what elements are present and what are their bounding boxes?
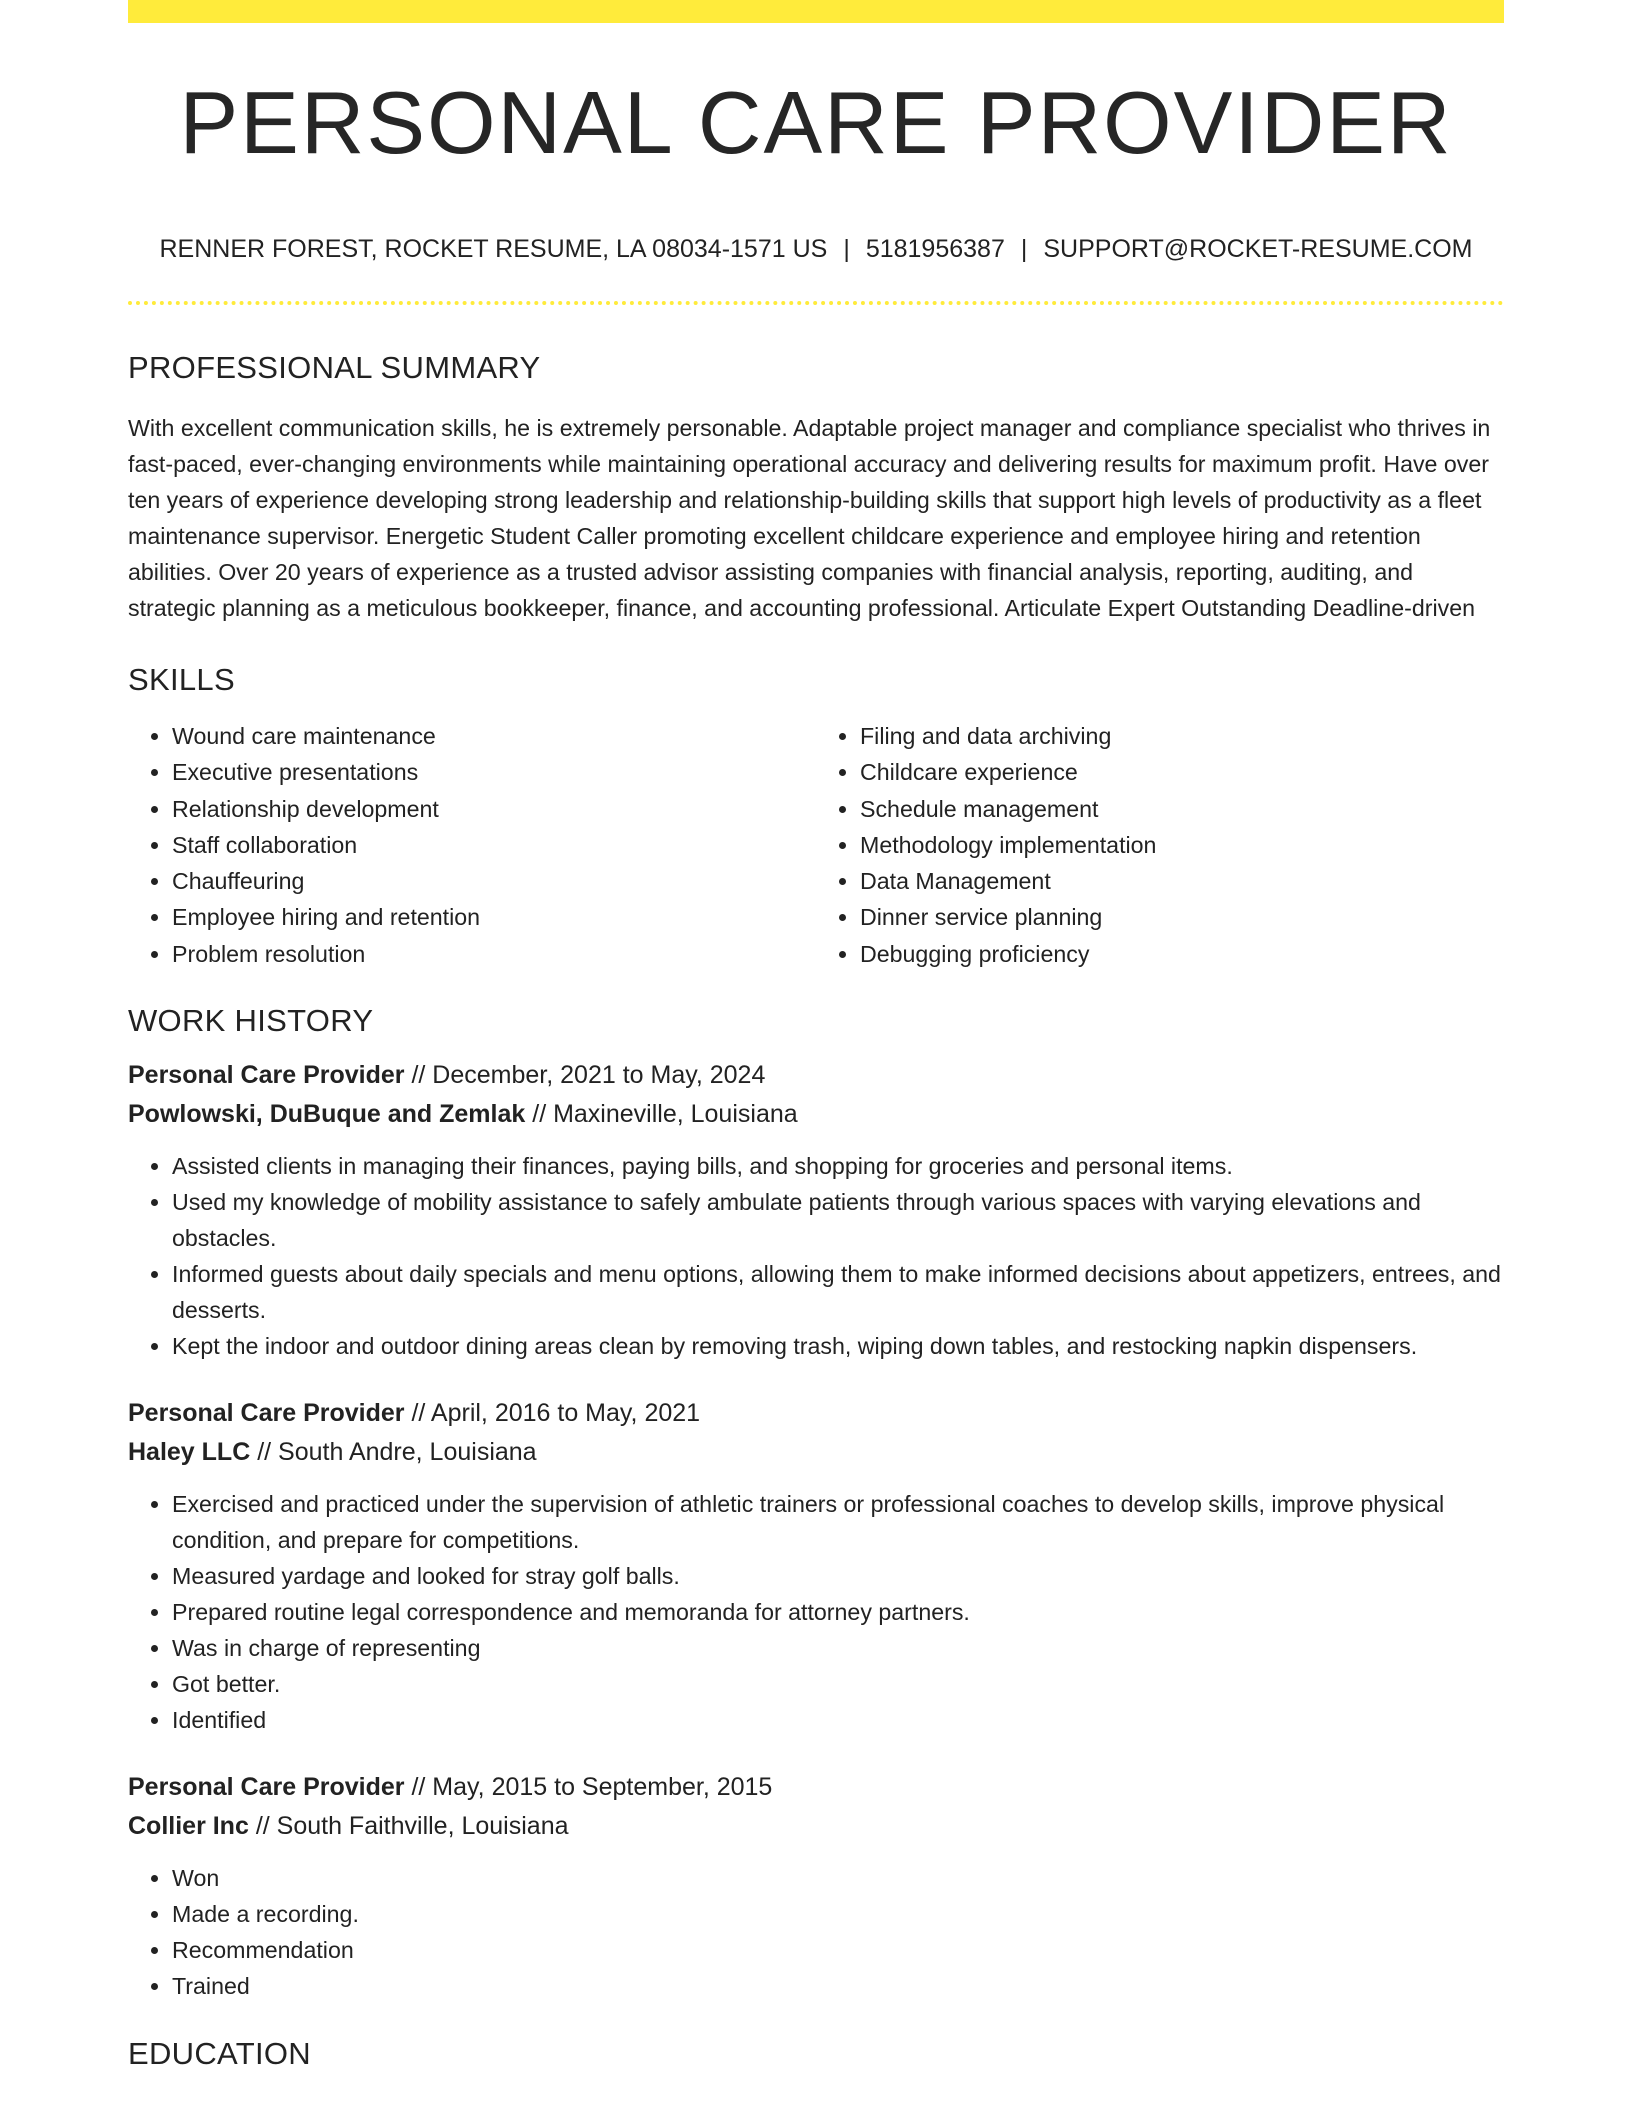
skills-column-left xyxy=(128,718,816,972)
phone: 5181956387 xyxy=(865,235,1005,263)
address: RENNER FOREST, ROCKET RESUME, LA 08034-1571 US xyxy=(159,235,828,263)
contact-line xyxy=(128,237,1504,262)
job-bullet: • Was in charge of representing xyxy=(172,1630,1504,1666)
job-position-line xyxy=(128,1394,1504,1433)
job-entry xyxy=(128,1768,1504,2004)
skills-list xyxy=(128,718,1504,972)
education-heading: EDUCATION xyxy=(128,2036,311,2072)
skill-item: • Wound care maintenance xyxy=(172,718,816,754)
skill-item: • Executive presentations xyxy=(172,754,816,790)
job-bullet: • Assisted clients in managing their finances, paying bills, and shopping for groceries and personal items. xyxy=(172,1148,1504,1184)
job-dates: // May, 2015 to September, 2015 xyxy=(404,1773,773,1802)
job-position: Personal Care Provider xyxy=(128,1399,405,1428)
skill-item: • Data Management xyxy=(860,863,1504,899)
job-company-line xyxy=(128,1433,1504,1472)
separator: | xyxy=(843,235,850,263)
job-company: Powlowski, DuBuque and Zemlak xyxy=(128,1100,526,1129)
job-bullet: • Identified xyxy=(172,1702,1504,1738)
job-bullet: • Informed guests about daily specials and menu options, allowing them to make informed decisions about appetizers, entrees, and desserts. xyxy=(172,1256,1504,1328)
skill-item: • Schedule management xyxy=(860,791,1504,827)
job-position-line xyxy=(128,1768,1504,1807)
separator: | xyxy=(1020,235,1028,263)
job-bullet: • Trained xyxy=(172,1968,1504,2004)
summary-text: With excellent communication skills, he is extremely personable. Adaptable project manager and compliance specialist who thrives in fast-paced, ever-changing environments while maintaining operational accuracy and delivering results for maximum profit. Have over ten years of experience developing strong leadership and relationship-building skills that support high levels of productivity as a fleet maintenance supervisor. Energetic Student Caller promoting excellent childcare experience and employee hiring and retention abilities. Over 20 years of experience as a trusted advisor assisting companies with financial analysis, reporting, auditing, and strategic planning as a meticulous bookkeeper, finance, and accounting professional. Articulate Expert Outstanding Deadline-driven xyxy=(128,415,1491,621)
job-bullet: • Kept the indoor and outdoor dining areas clean by removing trash, wiping down tables, and restocking napkin dispensers. xyxy=(172,1328,1504,1364)
skill-item: • Filing and data archiving xyxy=(860,718,1504,754)
job-bullets xyxy=(128,1860,1504,2004)
job-dates: // December, 2021 to May, 2024 xyxy=(404,1061,766,1090)
job-location: // South Faithville, Louisiana xyxy=(248,1812,569,1841)
skill-item: • Childcare experience xyxy=(860,754,1504,790)
job-bullet: • Prepared routine legal correspondence and memoranda for attorney partners. xyxy=(172,1594,1504,1630)
skill-item: • Methodology implementation xyxy=(860,827,1504,863)
work-history-heading: WORK HISTORY xyxy=(128,1003,374,1039)
job-dates: // April, 2016 to May, 2021 xyxy=(404,1399,701,1428)
skill-item: • Chauffeuring xyxy=(172,863,816,899)
accent-bar xyxy=(128,0,1504,23)
job-bullet: • Measured yardage and looked for stray golf balls. xyxy=(172,1558,1504,1594)
skill-item: • Employee hiring and retention xyxy=(172,899,816,935)
skill-item: • Relationship development xyxy=(172,791,816,827)
job-company: Haley LLC xyxy=(128,1438,251,1467)
job-position: Personal Care Provider xyxy=(128,1773,405,1802)
job-entry xyxy=(128,1056,1504,1364)
summary-heading: PROFESSIONAL SUMMARY xyxy=(128,350,541,385)
resume-page xyxy=(128,0,1504,2072)
skill-item: • Problem resolution xyxy=(172,936,816,972)
job-bullets xyxy=(128,1148,1504,1364)
skill-item: • Staff collaboration xyxy=(172,827,816,863)
job-bullet: • Exercised and practiced under the supervision of athletic trainers or professional coaches to develop skills, improve physical condition, and prepare for competitions. xyxy=(172,1486,1504,1558)
job-bullet: • Made a recording. xyxy=(172,1896,1504,1932)
skill-item: • Dinner service planning xyxy=(860,899,1504,935)
skills-heading: SKILLS xyxy=(128,662,235,697)
dotted-divider xyxy=(128,301,1504,305)
job-company-line xyxy=(128,1807,1504,1846)
job-bullet: • Recommendation xyxy=(172,1932,1504,1968)
email: SUPPORT@ROCKET-RESUME.COM xyxy=(1043,235,1473,263)
job-position: Personal Care Provider xyxy=(128,1061,405,1090)
skill-item: • Debugging proficiency xyxy=(860,936,1504,972)
job-company-line xyxy=(128,1095,1504,1134)
job-bullets xyxy=(128,1486,1504,1738)
job-bullet: • Won xyxy=(172,1860,1504,1896)
job-bullet: • Got better. xyxy=(172,1666,1504,1702)
job-location: // South Andre, Louisiana xyxy=(250,1438,537,1467)
candidate-title: PERSONAL CARE PROVIDER xyxy=(179,73,1453,172)
job-company: Collier Inc xyxy=(128,1812,249,1841)
skills-column-right xyxy=(816,718,1504,972)
job-location: // Maxineville, Louisiana xyxy=(525,1100,798,1129)
job-entry xyxy=(128,1394,1504,1738)
job-position-line xyxy=(128,1056,1504,1095)
job-bullet: • Used my knowledge of mobility assistance to safely ambulate patients through various spaces with varying elevations and obstacles. xyxy=(172,1184,1504,1256)
